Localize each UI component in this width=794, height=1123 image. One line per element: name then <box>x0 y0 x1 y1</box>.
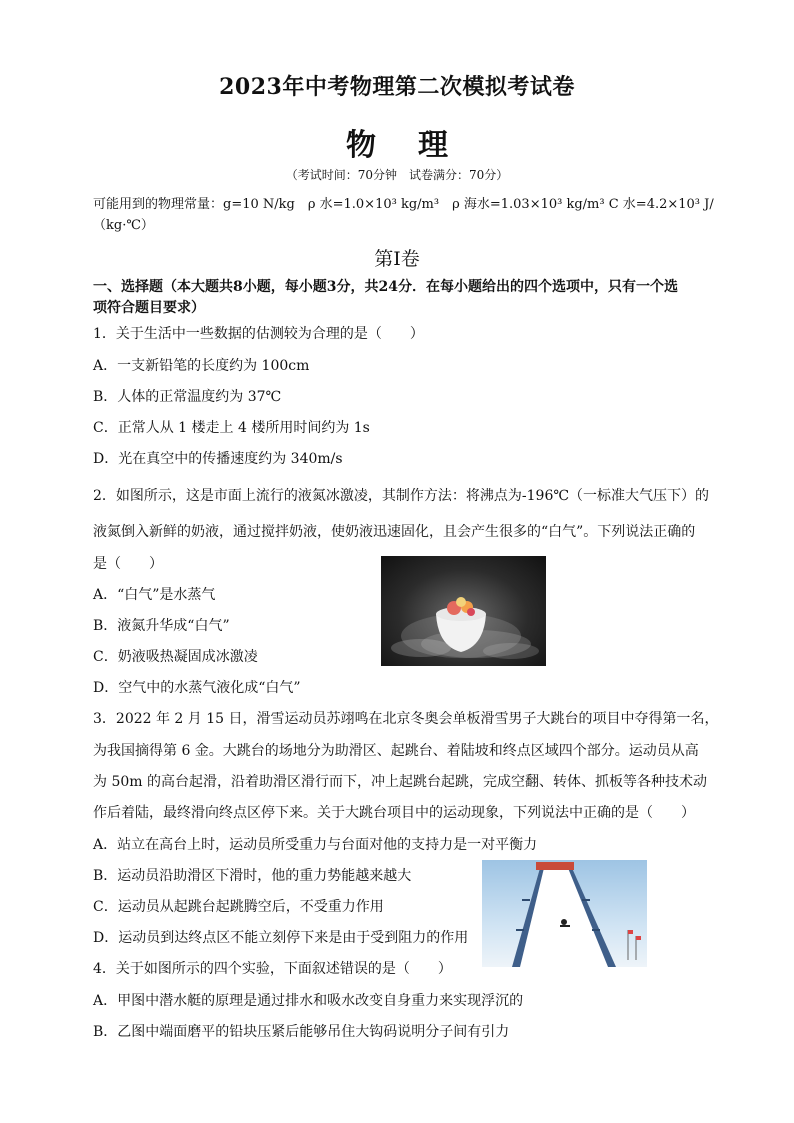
volume-heading: 第Ⅰ卷 <box>374 248 420 270</box>
question-2-option-c: C．奶液吸热凝固成冰激凌 <box>93 649 258 665</box>
question-2-stem-cont: 液氮倒入新鲜的奶液，通过搅拌奶液，使奶液迅速固化，且会产生很多的“白气”。下列说法正确的 <box>93 524 696 540</box>
exam-title: 2023年中考物理第二次模拟考试卷 <box>219 74 575 100</box>
question-1-option-c: C．正常人从 1 楼走上 4 楼所用时间约为 1s <box>93 420 370 436</box>
subject-char-1: 物 <box>346 128 376 163</box>
subject-heading <box>0 120 794 164</box>
question-2-stem: 2．如图所示，这是市面上流行的液氮冰激凌，其制作方法：将沸点为-196℃（一标准大气压下）的 <box>93 488 710 504</box>
question-3-option-a: A．站立在高台上时，运动员所受重力与台面对他的支持力是一对平衡力 <box>93 837 538 853</box>
question-1-option-b: B．人体的正常温度约为 37℃ <box>93 389 282 405</box>
question-1-stem: 1．关于生活中一些数据的估测较为合理的是（ ） <box>93 326 424 342</box>
physical-constants-cont: （kg·℃） <box>93 218 154 233</box>
question-1-option-d: D．光在真空中的传播速度约为 340m/s <box>93 451 343 467</box>
question-4-option-b: B．乙图中端面磨平的铅块压紧后能够吊住大钩码说明分子间有引力 <box>93 1024 510 1040</box>
question-2-option-a: A．“白气”是水蒸气 <box>93 587 216 603</box>
question-3-stem-cont-1: 为我国摘得第 6 金。大跳台的场地分为助滑区、起跳台、着陆坡和终点区域四个部分。运动员从高 <box>93 743 699 759</box>
ice-cream-photo <box>381 556 546 666</box>
section-heading: 一、选择题（本大题共8小题，每小题3分，共24分．在每小题给出的四个选项中，只有一个选 <box>93 279 678 295</box>
question-3-stem: 3．2022 年 2 月 15 日，滑雪运动员苏翊鸣在北京冬奥会单板滑雪男子大跳台的项目中夺得第一名， <box>93 711 719 727</box>
exam-info: （考试时间：70分钟 试卷满分：70分） <box>285 168 509 182</box>
question-2-option-d: D．空气中的水蒸气液化成“白气” <box>93 680 301 696</box>
question-3-option-b: B．运动员沿助滑区下滑时，他的重力势能越来越大 <box>93 868 412 884</box>
subject-char-2: 理 <box>418 128 448 163</box>
question-4-stem: 4．关于如图所示的四个实验，下面叙述错误的是（ ） <box>93 961 452 977</box>
question-2-option-b: B．液氮升华成“白气” <box>93 618 230 634</box>
physical-constants: 可能用到的物理常量：g=10 N/kg ρ 水=1.0×10³ kg/m³ ρ 海水=1.03×10³ kg/m³ C 水=4.2×10³ J/ <box>93 197 714 212</box>
question-4-option-a: A．甲图中潜水艇的原理是通过排水和吸水改变自身重力来实现浮沉的 <box>93 993 524 1009</box>
ice-cream-illustration <box>381 556 546 666</box>
question-3-stem-end: 作后着陆，最终滑向终点区停下来。关于大跳台项目中的运动现象，下列说法中正确的是（ ） <box>93 805 695 821</box>
question-2-stem-end: 是（ ） <box>93 556 163 572</box>
question-3-option-d: D．运动员到达终点区不能立刻停下来是由于受到阻力的作用 <box>93 930 469 946</box>
question-3-option-c: C．运动员从起跳台起跳腾空后，不受重力作用 <box>93 899 384 915</box>
question-3-stem-cont-2: 为 50m 的高台起滑，沿着助滑区滑行而下，冲上起跳台起跳，完成空翻、转体、抓板等各种技术动 <box>93 774 707 790</box>
question-1-option-a: A．一支新铅笔的长度约为 100cm <box>93 358 310 374</box>
section-heading-cont: 项符合题目要求） <box>93 300 205 316</box>
ski-jump-photo <box>482 860 647 967</box>
ski-jump-illustration <box>482 860 647 967</box>
